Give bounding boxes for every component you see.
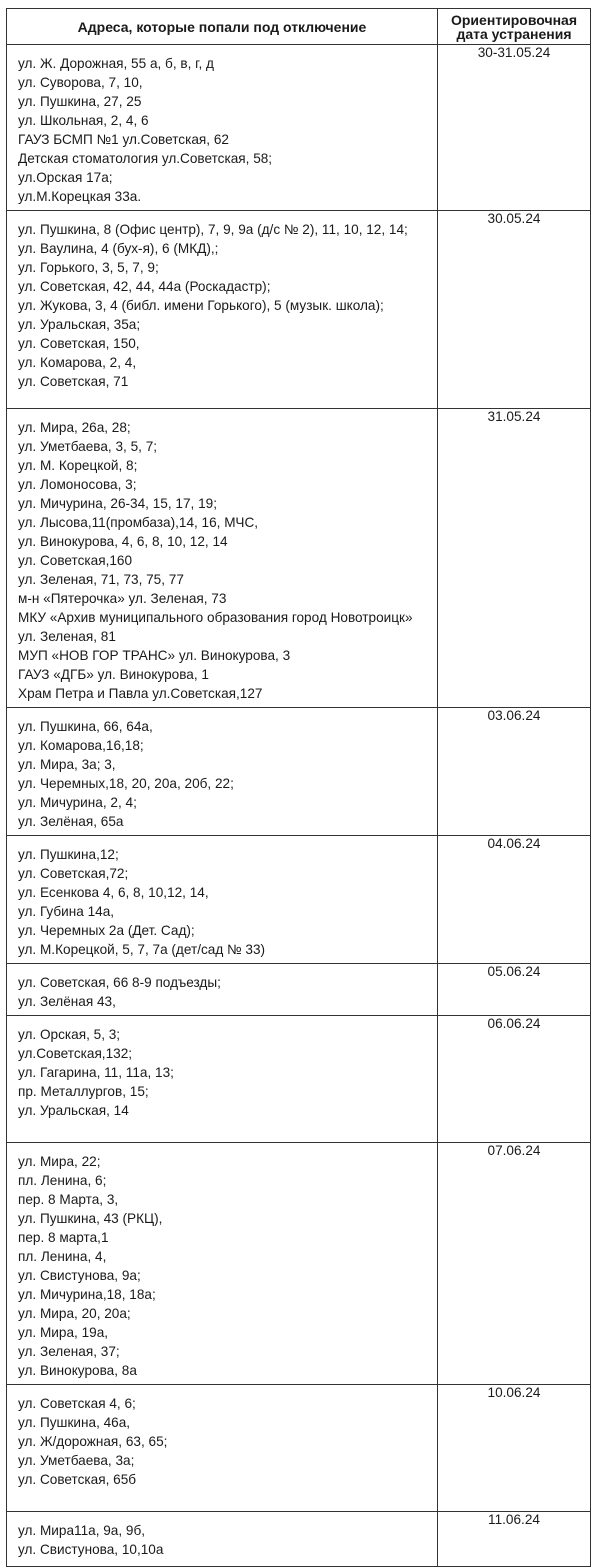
address-line: ул. Советская, 42, 44, 44а (Роскадастр); <box>18 279 271 294</box>
address-line: ул. Мичурина, 2, 4; <box>18 795 137 810</box>
table-body <box>7 45 591 1567</box>
table-row <box>7 45 591 211</box>
address-line: МУП «НОВ ГОР ТРАНС» ул. Винокурова, 3 <box>18 648 291 663</box>
address-line: ул. Гагарина, 11, 11а, 13; <box>18 1065 174 1080</box>
table-row <box>7 964 591 1016</box>
table-row <box>7 708 591 836</box>
address-line: ул.Орская 17а; <box>18 170 113 185</box>
address-line: ул. Мира, 3а; 3, <box>18 757 116 772</box>
address-line: ул. Советская, 66 8-9 подъезды; <box>18 975 221 990</box>
table-row <box>7 1385 591 1512</box>
date-cell: 11.06.24 <box>438 1512 591 1567</box>
date-cell: 10.06.24 <box>438 1385 591 1512</box>
date-cell: 30.05.24 <box>438 211 591 409</box>
date-cell: 06.06.24 <box>438 1016 591 1143</box>
address-line: ГАУЗ БСМП №1 ул.Советская, 62 <box>18 132 229 147</box>
address-line: ул. Советская, 65б <box>18 1472 137 1487</box>
address-line: ул. Зелёная, 65а <box>18 814 124 829</box>
address-line: ул. Мира, 20, 20а; <box>18 1306 131 1321</box>
address-line: ул. Пушкина, 46а, <box>18 1415 131 1430</box>
address-line: пл. Ленина, 4, <box>18 1249 107 1264</box>
address-line: ул. Ж/дорожная, 63, 65; <box>18 1434 168 1449</box>
address-line: ул. Советская, 150, <box>18 336 140 351</box>
address-line: ул. Зелёная 43, <box>18 994 116 1009</box>
address-line: ул. Орская, 5, 3; <box>18 1027 121 1042</box>
address-line: пр. Металлургов, 15; <box>18 1084 149 1099</box>
header-date-line2: дата устранения <box>456 25 572 42</box>
address-line: ул. Комарова,16,18; <box>18 738 144 753</box>
address-line: ул. Мичурина,18, 18а; <box>18 1287 156 1302</box>
address-line: ул. Уметбаева, 3а; <box>18 1453 135 1468</box>
header-addresses: Адреса, которые попали под отключение <box>7 9 438 45</box>
date-cell: 04.06.24 <box>438 836 591 964</box>
address-line: ул. Лысова,11(промбаза),14, 16, МЧС, <box>18 515 259 530</box>
address-line: ул. Пушкина,12; <box>18 847 119 862</box>
outage-table <box>6 8 591 1567</box>
address-line: м-н «Пятерочка» ул. Зеленая, 73 <box>18 591 227 606</box>
outage-table-sheet <box>6 8 590 1557</box>
address-line: ул. Советская,72; <box>18 866 129 881</box>
address-line: ул. М.Корецкой, 5, 7, 7а (дет/сад № 33) <box>18 942 266 957</box>
header-date <box>438 9 591 45</box>
addresses-cell <box>7 708 438 836</box>
table-row <box>7 836 591 964</box>
address-line: ул. Комарова, 2, 4, <box>18 355 137 370</box>
address-line: ГАУЗ «ДГБ» ул. Винокурова, 1 <box>18 667 209 682</box>
addresses-cell <box>7 1385 438 1512</box>
address-line: пер. 8 Марта, 3, <box>18 1192 119 1207</box>
date-cell: 30-31.05.24 <box>438 45 591 211</box>
table-row <box>7 211 591 409</box>
address-line: ул. Пушкина, 27, 25 <box>18 94 142 109</box>
addresses-cell <box>7 1016 438 1143</box>
address-line: ул. Есенкова 4, 6, 8, 10,12, 14, <box>18 885 209 900</box>
table-row <box>7 409 591 708</box>
address-line: ул. Жукова, 3, 4 (библ. имени Горького), 5 (музык. школа); <box>18 298 384 313</box>
date-cell: 03.06.24 <box>438 708 591 836</box>
address-line: Храм Петра и Павла ул.Советская,127 <box>18 686 263 701</box>
address-line: МКУ «Архив муниципального образования город Новотроицк» ул. Зеленая, 81 <box>18 610 413 644</box>
address-line: ул.Советская,132; <box>18 1046 133 1061</box>
address-line: ул. М. Корецкой, 8; <box>18 458 138 473</box>
address-line: ул. Уральская, 14 <box>18 1103 129 1118</box>
address-line: ул. Уметбаева, 3, 5, 7; <box>18 439 158 454</box>
address-line: ул. Свистунова, 10,10а <box>18 1542 164 1557</box>
address-line: ул. Винокурова, 4, 6, 8, 10, 12, 14 <box>18 534 228 549</box>
address-line: пер. 8 марта,1 <box>18 1230 109 1245</box>
address-line: ул. Винокурова, 8а <box>18 1363 137 1378</box>
address-line: ул. Мира11а, 9а, 9б, <box>18 1523 146 1538</box>
header-date-line1: Ориентировочная <box>450 11 578 28</box>
address-line: ул. Советская, 71 <box>18 374 129 389</box>
address-line: ул.М.Корецкая 33а. <box>18 189 142 204</box>
address-line: ул. Ваулина, 4 (бух-я), 6 (МКД),; <box>18 241 219 256</box>
address-line: ул. Пушкина, 43 (РКЦ), <box>18 1211 163 1226</box>
address-line: ул. Суворова, 7, 10, <box>18 75 143 90</box>
header-row <box>7 9 591 45</box>
address-line: ул. Школьная, 2, 4, 6 <box>18 113 149 128</box>
address-line: ул. Пушкина, 66, 64а, <box>18 719 153 734</box>
addresses-cell <box>7 1143 438 1385</box>
table-row <box>7 1143 591 1385</box>
addresses-cell <box>7 409 438 708</box>
address-line: ул. Пушкина, 8 (Офис центр), 7, 9, 9а (д/с № 2), 11, 10, 12, 14; <box>18 222 408 237</box>
date-cell: 07.06.24 <box>438 1143 591 1385</box>
address-line: ул. Черемных 2а (Дет. Сад); <box>18 923 195 938</box>
addresses-cell <box>7 836 438 964</box>
address-line: ул. Уральская, 35а; <box>18 317 141 332</box>
address-line: ул. Мичурина, 26-34, 15, 17, 19; <box>18 496 217 511</box>
address-line: ул. Зеленая, 37; <box>18 1344 120 1359</box>
address-line: ул. Зеленая, 71, 73, 75, 77 <box>18 572 184 587</box>
addresses-cell <box>7 964 438 1016</box>
address-line: ул. Мира, 19а, <box>18 1325 109 1340</box>
address-line: пл. Ленина, 6; <box>18 1173 107 1188</box>
address-line: ул. Мира, 22; <box>18 1154 101 1169</box>
addresses-cell <box>7 45 438 211</box>
date-cell: 31.05.24 <box>438 409 591 708</box>
address-line: ул. Свистунова, 9а; <box>18 1268 141 1283</box>
address-line: ул. Ломоносова, 3; <box>18 477 137 492</box>
address-line: ул. Черемных,18, 20, 20а, 20б, 22; <box>18 776 234 791</box>
address-line: ул. Горького, 3, 5, 7, 9; <box>18 260 159 275</box>
addresses-cell <box>7 211 438 409</box>
address-line: ул. Советская,160 <box>18 553 133 568</box>
address-line: ул. Мира, 26а, 28; <box>18 420 131 435</box>
address-line: ул. Советская 4, 6; <box>18 1396 136 1411</box>
address-line: ул. Губина 14а, <box>18 904 115 919</box>
table-row <box>7 1016 591 1143</box>
address-line: Детская стоматология ул.Советская, 58; <box>18 151 273 166</box>
address-line: ул. Ж. Дорожная, 55 а, б, в, г, д <box>18 56 214 71</box>
date-cell: 05.06.24 <box>438 964 591 1016</box>
